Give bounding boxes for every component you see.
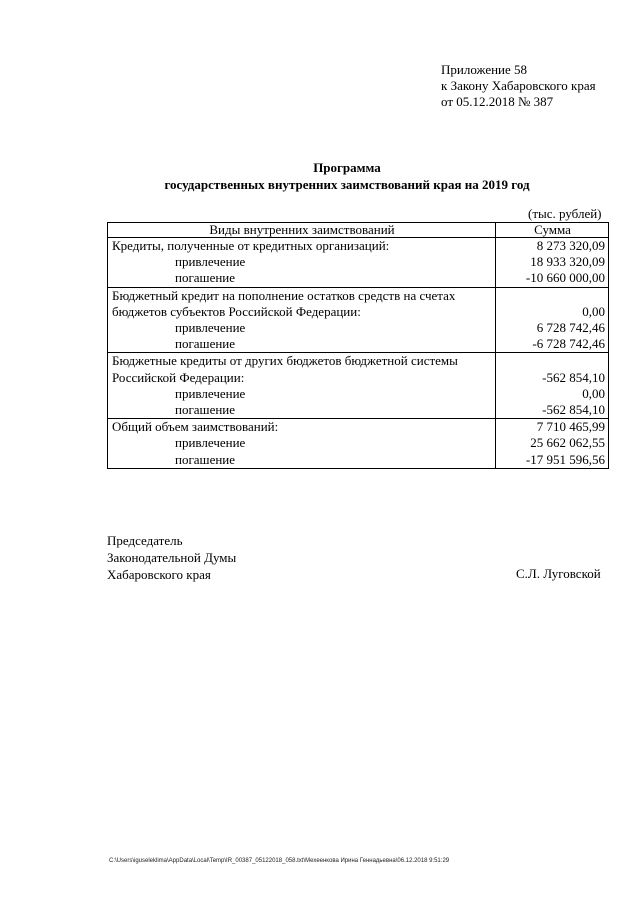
group-name: Бюджетный кредит на пополнение остатков средств на счетах	[108, 287, 496, 304]
units-label: (тыс. рублей)	[528, 206, 602, 221]
row-amount: -17 951 596,56	[496, 452, 609, 469]
table-row	[108, 254, 609, 270]
appendix-line-2: к Закону Хабаровского края	[441, 78, 596, 93]
row-label: погашение	[108, 452, 496, 469]
borrowing-table	[107, 222, 609, 469]
table-row	[108, 270, 609, 287]
row-amount: 25 662 062,55	[496, 435, 609, 451]
row-label: привлечение	[108, 320, 496, 336]
signature-line-3: Хабаровского края	[107, 567, 211, 582]
table-row	[108, 336, 609, 353]
row-label: привлечение	[108, 386, 496, 402]
header-kinds: Виды внутренних заимствований	[108, 223, 496, 238]
group-name: Бюджетные кредиты от других бюджетов бюджетной системы	[108, 353, 496, 370]
table-row	[108, 238, 609, 255]
table-row	[108, 304, 609, 320]
group-amount: 0,00	[496, 304, 609, 320]
row-amount: -562 854,10	[496, 402, 609, 419]
signature-line-2: Законодательной Думы	[107, 550, 237, 565]
table-header-row	[108, 223, 609, 238]
appendix-line-1: Приложение 58	[441, 62, 528, 77]
title-line-2: государственных внутренних заимствований края на 2019 год	[164, 177, 530, 192]
group-name-cont: Российской Федерации:	[108, 370, 496, 386]
row-amount: -10 660 000,00	[496, 270, 609, 287]
signature-block	[107, 532, 236, 583]
row-label: погашение	[108, 402, 496, 419]
group-name: Общий объем заимствований:	[108, 419, 496, 436]
row-label: погашение	[108, 336, 496, 353]
row-amount: 6 728 742,46	[496, 320, 609, 336]
group-name-cont: бюджетов субъектов Российской Федерации:	[108, 304, 496, 320]
appendix-line-3: от 05.12.2018 № 387	[441, 94, 554, 109]
table-row	[108, 419, 609, 436]
file-path-footer: C:\Users\iguseleklima\AppData\Local\Temp\IR_00387_05122018_058.txt\Мехеенкова Ирина Геннадьевна\06.12.2018 9:51:29	[109, 858, 450, 864]
table-row	[108, 435, 609, 451]
table-row	[108, 452, 609, 469]
table-row	[108, 402, 609, 419]
table-row	[108, 370, 609, 386]
title-line-1: Программа	[313, 160, 381, 175]
row-amount: 18 933 320,09	[496, 254, 609, 270]
row-amount: -6 728 742,46	[496, 336, 609, 353]
group-amount: 8 273 320,09	[496, 238, 609, 255]
group-name: Кредиты, полученные от кредитных организаций:	[108, 238, 496, 255]
table-row	[108, 320, 609, 336]
appendix-block	[441, 62, 596, 110]
table-row	[108, 287, 609, 304]
group-amount: -562 854,10	[496, 370, 609, 386]
row-label: привлечение	[108, 254, 496, 270]
group-amount: 7 710 465,99	[496, 419, 609, 436]
row-label: погашение	[108, 270, 496, 287]
row-label: привлечение	[108, 435, 496, 451]
header-amount: Сумма	[496, 223, 609, 238]
table-row	[108, 353, 609, 370]
signer-name: С.Л. Луговской	[516, 566, 601, 581]
table-row	[108, 386, 609, 402]
row-amount: 0,00	[496, 386, 609, 402]
signature-line-1: Председатель	[107, 533, 183, 548]
document-title	[0, 159, 640, 193]
